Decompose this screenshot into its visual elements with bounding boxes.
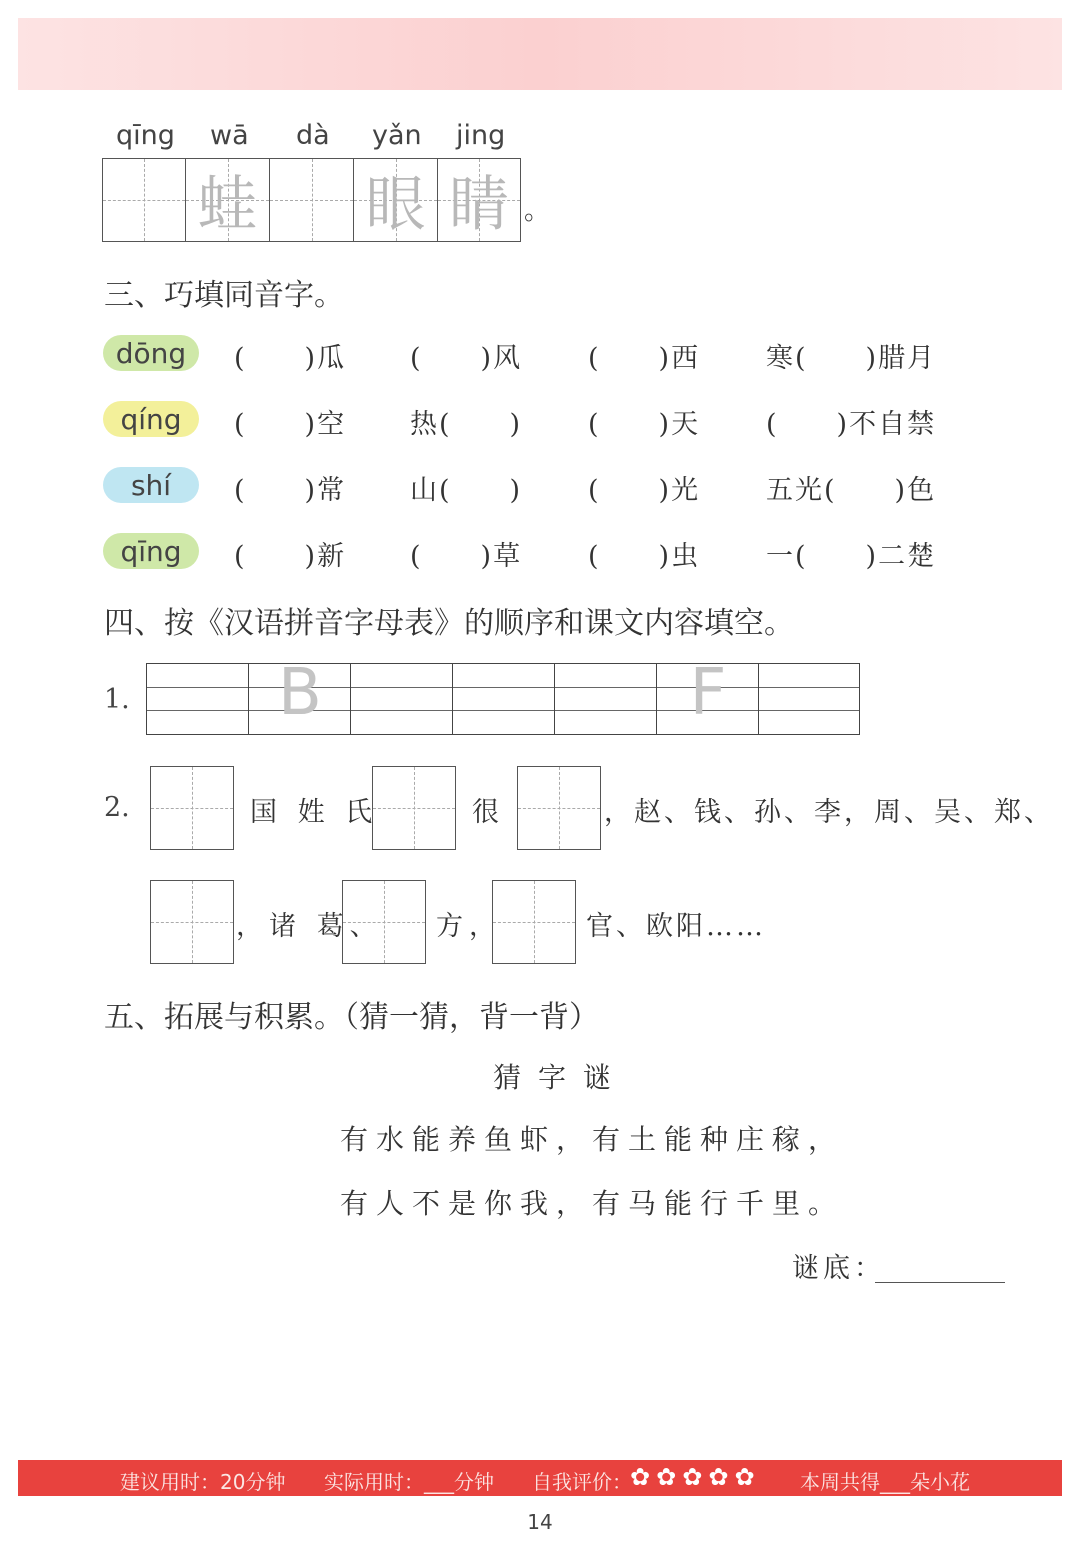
q2-text-2: 很 [472,797,505,828]
trace-char-wa: 蛙 [197,170,258,240]
alphabet-slot-B: B [278,656,322,730]
q2-box-4[interactable] [150,880,234,964]
answer-label: 谜底： [792,1253,885,1284]
riddle-title: 猜 字 谜 [493,1061,615,1094]
section4-title: 四、按《汉语拼音字母表》的顺序和课文内容填空。 [104,606,794,641]
answer-blank[interactable] [875,1282,1005,1283]
pinyin-wa: wā [210,120,249,151]
q2-text-4: ，诸 葛、 [236,911,383,942]
pinyin-badge-qing1: qīng [103,533,199,569]
q2-text-3: ，赵、钱、孙、李，周、吴、郑、 [604,797,1054,828]
pinyin-badge-dong: dōng [103,335,199,371]
blank-shi-2[interactable]: 山( ) [410,475,523,506]
writing-box-5[interactable] [437,158,521,242]
trace-char-yan: 眼 [365,170,426,240]
trace-char-jing: 睛 [449,170,509,240]
writing-box-3[interactable] [269,158,354,242]
q2-text-1: 国 姓 氏 [250,797,379,828]
blank-qing1-4[interactable]: 一( )二楚 [766,541,937,572]
blank-dong-2[interactable]: ( )风 [410,343,523,374]
blank-qing2-2[interactable]: 热( ) [410,409,523,440]
q1-number: 1. [104,684,130,715]
writing-box-2[interactable] [185,158,270,242]
header-banner [18,18,1062,90]
section3-title: 三、巧填同音字。 [104,278,344,313]
blank-dong-4[interactable]: 寒( )腊月 [766,343,937,374]
blank-qing2-3[interactable]: ( )天 [588,409,701,440]
footer-actual-time[interactable]: 实际用时：___分钟 [324,1470,494,1494]
blank-qing1-2[interactable]: ( )草 [410,541,523,572]
q2-box-2[interactable] [372,766,456,850]
blank-shi-1[interactable]: ( )常 [234,475,347,506]
period-mark: 。 [524,196,551,226]
blank-qing2-1[interactable]: ( )空 [234,409,347,440]
pinyin-yan: yǎn [372,120,422,151]
q2-text-5: 方， [436,911,502,942]
q2-box-1[interactable] [150,766,234,850]
q2-number: 2. [104,792,130,823]
q2-box-3[interactable] [517,766,601,850]
q2-text-6: 官、欧阳…… [586,911,766,942]
blank-shi-4[interactable]: 五光( )色 [766,475,937,506]
blank-dong-3[interactable]: ( )西 [588,343,701,374]
flower-rating-icon[interactable]: ✿✿✿✿✿ [630,1463,761,1491]
page-number: 14 [527,1510,553,1534]
blank-qing2-4[interactable]: ( )不自禁 [766,409,937,440]
blank-qing1-3[interactable]: ( )虫 [588,541,701,572]
writing-box-1[interactable] [102,158,186,242]
pinyin-badge-qing2: qíng [103,401,199,437]
footer-weekly-flowers: 本周共得___朵小花 [800,1470,970,1494]
pinyin-badge-shi: shí [103,467,199,503]
alphabet-four-line-grid[interactable] [146,656,860,735]
blank-dong-1[interactable]: ( )瓜 [234,343,347,374]
alphabet-slot-F: F [689,656,727,730]
pinyin-jing: jing [456,120,506,151]
writing-box-4[interactable] [353,158,438,242]
q2-box-6[interactable] [492,880,576,964]
riddle-line-1: 有水能养鱼虾，有土能种庄稼， [340,1123,845,1156]
q2-box-5[interactable] [342,880,426,964]
section5-title: 五、拓展与积累。（猜一猜，背一背） [104,1000,599,1035]
pinyin-qing: qīng [116,120,175,151]
riddle-line-2: 有人不是你我，有马能行千里。 [340,1187,845,1220]
blank-qing1-1[interactable]: ( )新 [234,541,347,572]
footer-suggested-time: 建议用时：20分钟 [120,1470,286,1494]
footer-self-eval-label: 自我评价： [532,1470,632,1494]
blank-shi-3[interactable]: ( )光 [588,475,701,506]
pinyin-da: dà [296,120,330,151]
footer-bar [18,1460,1062,1496]
